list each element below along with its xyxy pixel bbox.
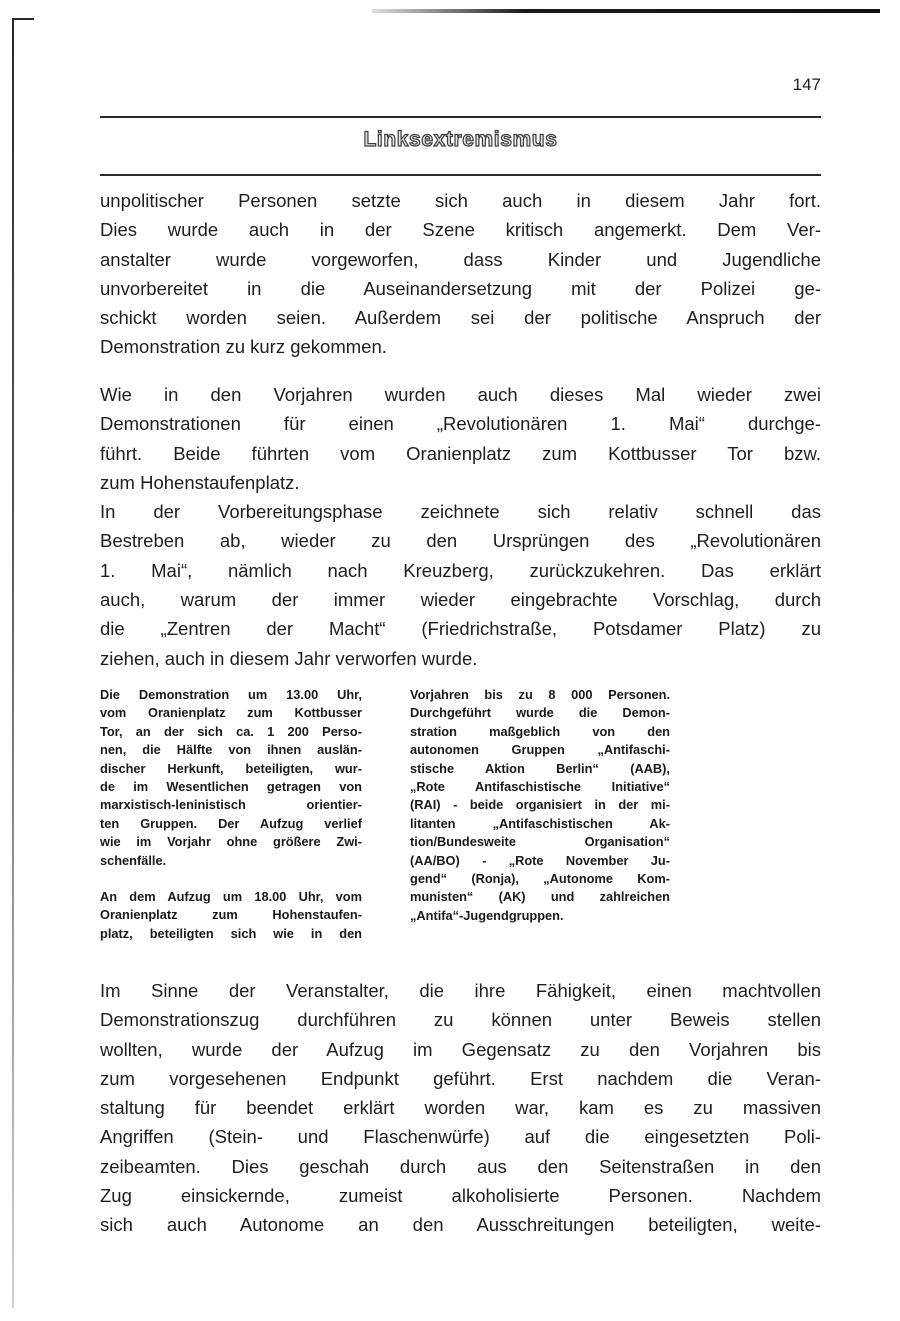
info-box-right-column	[410, 686, 670, 925]
box-line: ten Gruppen. Der Aufzug verlief	[100, 815, 362, 831]
text-line: auch, warum der immer wieder eingebrachte Vorschlag, durch	[100, 589, 821, 611]
text-line: Bestreben ab, wieder zu den Ursprüngen des „Revolutionären	[100, 530, 821, 552]
scan-corner-mark	[12, 18, 34, 20]
scan-binding-edge	[12, 18, 14, 1308]
text-line: zum Hohenstaufenplatz.	[100, 471, 300, 493]
text-line: staltung für beendet erklärt worden war, kam es zu massiven	[100, 1097, 821, 1119]
paragraph-gap	[100, 870, 362, 888]
box-line: autonomen Gruppen „Antifaschi-	[410, 742, 670, 758]
box-line: stische Aktion Berlin“ (AAB),	[410, 760, 670, 776]
box-line: Oranienplatz zum Hohenstaufen-	[100, 907, 362, 923]
text-line: 1. Mai“, nämlich nach Kreuzberg, zurückzukehren. Das erklärt	[100, 559, 821, 581]
header-rule-bottom	[100, 174, 821, 176]
text-line: ziehen, auch in diesem Jahr verworfen wurde.	[100, 647, 478, 669]
box-line: Tor, an der sich ca. 1 200 Perso-	[100, 723, 362, 739]
box-line: schenfälle.	[100, 852, 167, 868]
box-line: „Antifa“-Jugendgruppen.	[410, 907, 564, 923]
text-line: die „Zentren der Macht“ (Friedrichstraße, Potsdamer Platz) zu	[100, 618, 821, 640]
box-line: litanten „Antifaschistischen Ak-	[410, 815, 670, 831]
text-line: unvorbereitet in die Auseinandersetzung mit der Polizei ge-	[100, 277, 821, 299]
box-line: Die Demonstration um 13.00 Uhr,	[100, 687, 362, 702]
box-line: Durchgeführt wurde die Demon-	[410, 705, 670, 721]
scan-top-rule	[372, 9, 880, 13]
box-line: stration maßgeblich von den	[410, 723, 670, 739]
text-line: wollten, wurde der Aufzug im Gegensatz zu den Vorjahren bis	[100, 1038, 821, 1060]
text-line: führt. Beide führten vom Oranienplatz zum Kottbusser Tor bzw.	[100, 442, 821, 464]
text-line: anstalter wurde vorgeworfen, dass Kinder und Jugendliche	[100, 248, 821, 270]
box-line: (RAI) - beide organisiert in der mi-	[410, 797, 670, 813]
text-line: Angriffen (Stein- und Flaschenwürfe) auf die eingesetzten Poli-	[100, 1126, 821, 1148]
text-line: sich auch Autonome an den Ausschreitungen beteiligten, weite-	[100, 1214, 821, 1236]
box-line: An dem Aufzug um 18.00 Uhr, vom	[100, 889, 362, 905]
text-line: Wie in den Vorjahren wurden auch dieses Mal wieder zwei	[100, 384, 821, 405]
page-number: 147	[792, 75, 821, 94]
text-line: Demonstrationen für einen „Revolutionären 1. Mai“ durchge-	[100, 413, 821, 435]
text-line: unpolitischer Personen setzte sich auch in diesem Jahr fort.	[100, 190, 821, 211]
header-rule-top	[100, 116, 821, 118]
info-box-left-column	[100, 686, 362, 943]
text-line: Zug einsickernde, zumeist alkoholisierte Personen. Nachdem	[100, 1185, 821, 1207]
box-line: Vorjahren bis zu 8 000 Personen.	[410, 687, 670, 702]
text-line: schickt worden seien. Außerdem sei der politische Anspruch der	[100, 307, 821, 329]
text-line: Im Sinne der Veranstalter, die ihre Fähigkeit, einen machtvollen	[100, 980, 821, 1001]
box-line: tion/Bundesweite Organisation“	[410, 834, 670, 850]
box-line: discher Herkunft, beteiligten, wur-	[100, 760, 362, 776]
box-line: (AA/BO) - „Rote November Ju-	[410, 852, 670, 868]
box-line: de im Wesentlichen getragen von	[100, 779, 362, 795]
text-line: zum vorgesehenen Endpunkt geführt. Erst nachdem die Veran-	[100, 1067, 821, 1089]
text-line: Dies wurde auch in der Szene kritisch angemerkt. Dem Ver-	[100, 219, 821, 241]
box-line: gend“ (Ronja), „Autonome Kom-	[410, 871, 670, 887]
box-line: marxistisch-leninistisch orientier-	[100, 797, 362, 813]
box-line: vom Oranienplatz zum Kottbusser	[100, 705, 362, 721]
second-paragraph	[100, 380, 821, 673]
box-line: „Rote Antifaschistische Initiative“	[410, 779, 670, 795]
section-title: Linksextremismus	[363, 128, 558, 151]
text-line: Demonstrationszug durchführen zu können unter Beweis stellen	[100, 1009, 821, 1031]
text-line: zeibeamten. Dies geschah durch aus den Seitenstraßen in den	[100, 1155, 821, 1177]
text-line: In der Vorbereitungsphase zeichnete sich relativ schnell das	[100, 501, 821, 523]
box-line: platz, beteiligten sich wie in den	[100, 925, 362, 941]
final-paragraph	[100, 976, 821, 1240]
box-line: munisten“ (AK) und zahlreichen	[410, 889, 670, 905]
text-line: Demonstration zu kurz gekommen.	[100, 336, 387, 358]
intro-paragraph	[100, 186, 821, 362]
box-line: nen, die Hälfte von ihnen auslän-	[100, 742, 362, 758]
box-line: wie im Vorjahr ohne größere Zwi-	[100, 834, 362, 850]
